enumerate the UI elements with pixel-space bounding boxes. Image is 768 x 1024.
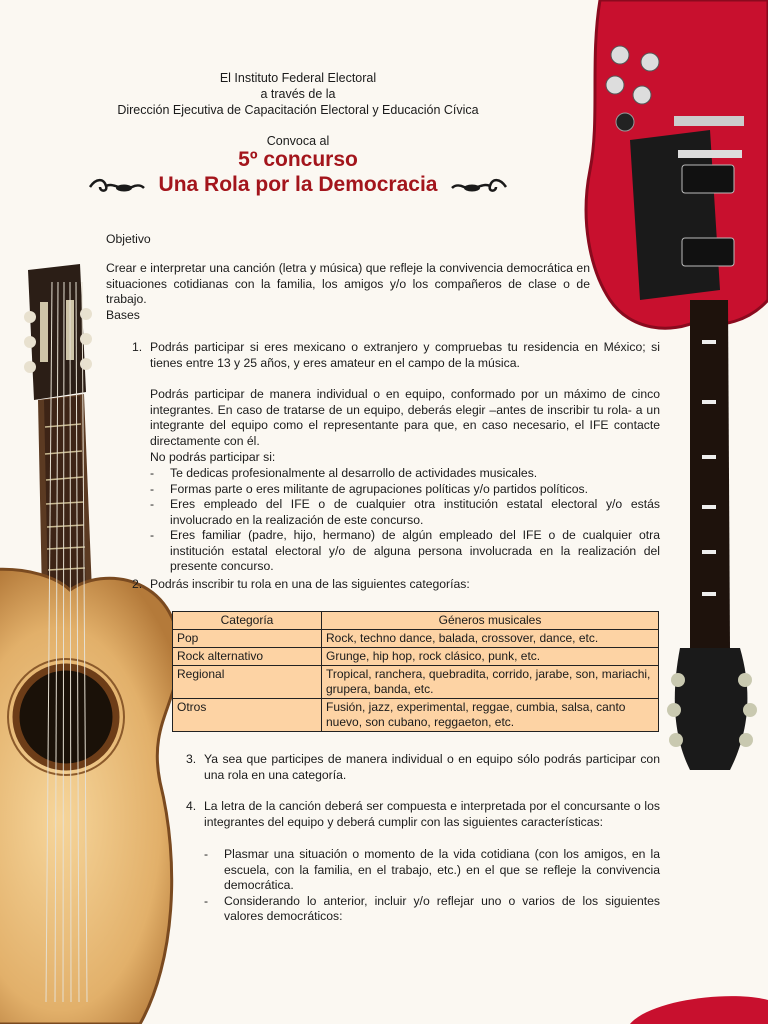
item-1-p2: Podrás participar de manera individual o en equipo, conformado por un máximo de cinco integrantes. En caso de tratarse de un equipo, deberás elegir –antes de inscribir tu rola- a un integrante del equipo como el representante para que, en caso necesario, el IFE contacte directamente con él. [150, 387, 660, 448]
item-3-number: 3. [186, 752, 197, 766]
table-row [173, 648, 659, 666]
table-cell: Rock alternativo [173, 648, 322, 666]
table-header-generos: Géneros musicales [322, 612, 659, 630]
header-line-1: El Instituto Federal Electoral [219, 71, 377, 85]
list-item: - Te dedicas profesionalmente al desarrollo de actividades musicales. [150, 466, 538, 480]
table-cell: Otros [173, 699, 322, 732]
list-item: - Eres familiar (padre, hijo, hermano) de algún empleado del IFE o de cualquier otra institución estatal electoral y/o de alguna persona involucrada en la realización del presente concurso. [150, 528, 660, 573]
title-concurso: 5º concurso [238, 148, 358, 171]
table-cell: Tropical, ranchera, quebradita, corrido, jarabe, son, mariachi, grupera, banda, etc. [322, 666, 659, 699]
item-4-bullets [204, 847, 660, 925]
swirl-ornament-right [450, 178, 508, 196]
table-cell: Pop [173, 630, 322, 648]
table-row [173, 666, 659, 699]
table-header-categoria: Categoría [173, 612, 322, 630]
table-cell: Grunge, hip hop, rock clásico, punk, etc. [322, 648, 659, 666]
title-rola: Una Rola por la Democracia [158, 173, 438, 196]
item-1-p1: Podrás participar si eres mexicano o extranjero y compruebas tu residencia en México; si tienes entre 13 y 25 años, y eres amateur en el campo de la música. [150, 340, 660, 370]
header [0, 70, 596, 118]
table-cell: Rock, techno dance, balada, crossover, dance, etc. [322, 630, 659, 648]
objetivo-text: Crear e interpretar una canción (letra y música) que refleje la convivencia democrática en situaciones cotidianas con la familia, los amigos y/o los compañeros de clase o de trabajo. [106, 261, 590, 306]
table-header-row [173, 612, 659, 630]
header-line-2: a través de la [260, 87, 336, 101]
table-row [173, 699, 659, 732]
objetivo-heading: Objetivo [106, 232, 151, 246]
item-4-text: La letra de la canción deberá ser compuesta e interpretada por el concursante o los integrantes del equipo y deberá cumplir con las siguientes características: [204, 799, 660, 829]
list-item: - Considerando lo anterior, incluir y/o reflejar uno o varios de los siguientes valores democráticos: [204, 893, 660, 923]
bases-heading: Bases [106, 308, 140, 322]
acoustic-guitar-image [0, 262, 180, 1024]
table-row [173, 630, 659, 648]
table-cell: Fusión, jazz, experimental, reggae, cumbia, salsa, canto nuevo, son cubano, reggaeton, etc. [322, 699, 659, 732]
header-line-3: Dirección Ejecutiva de Capacitación Electoral y Educación Cívica [117, 103, 479, 117]
item-2-number: 2. [132, 577, 143, 591]
item-2-text: Podrás inscribir tu rola en una de las siguientes categorías: [150, 577, 470, 591]
item-1-p3: No podrás participar si: [150, 450, 276, 464]
convoca-text: Convoca al [266, 134, 330, 148]
swirl-ornament-left [88, 178, 146, 196]
list-item: - Plasmar una situación o momento de la vida cotidiana (con los amigos, en la escuela, con la familia, en el trabajo, etc.) en el que se refleje la convivencia democrática. [204, 847, 660, 892]
list-item: - Formas parte o eres militante de agrupaciones políticas y/o partidos políticos. [150, 481, 588, 496]
categories-table [172, 611, 659, 732]
list-item: - Eres empleado del IFE o de cualquier otra institución estatal electoral y/o estás involucrado en la realización de este concurso. [150, 497, 660, 527]
table-cell: Regional [173, 666, 322, 699]
item-3-text: Ya sea que participes de manera individual o en equipo sólo podrás participar con una rola en una categoría. [204, 752, 660, 782]
item-4-number: 4. [186, 799, 197, 813]
item-1-bullets [150, 466, 660, 575]
item-1-number: 1. [132, 340, 143, 354]
